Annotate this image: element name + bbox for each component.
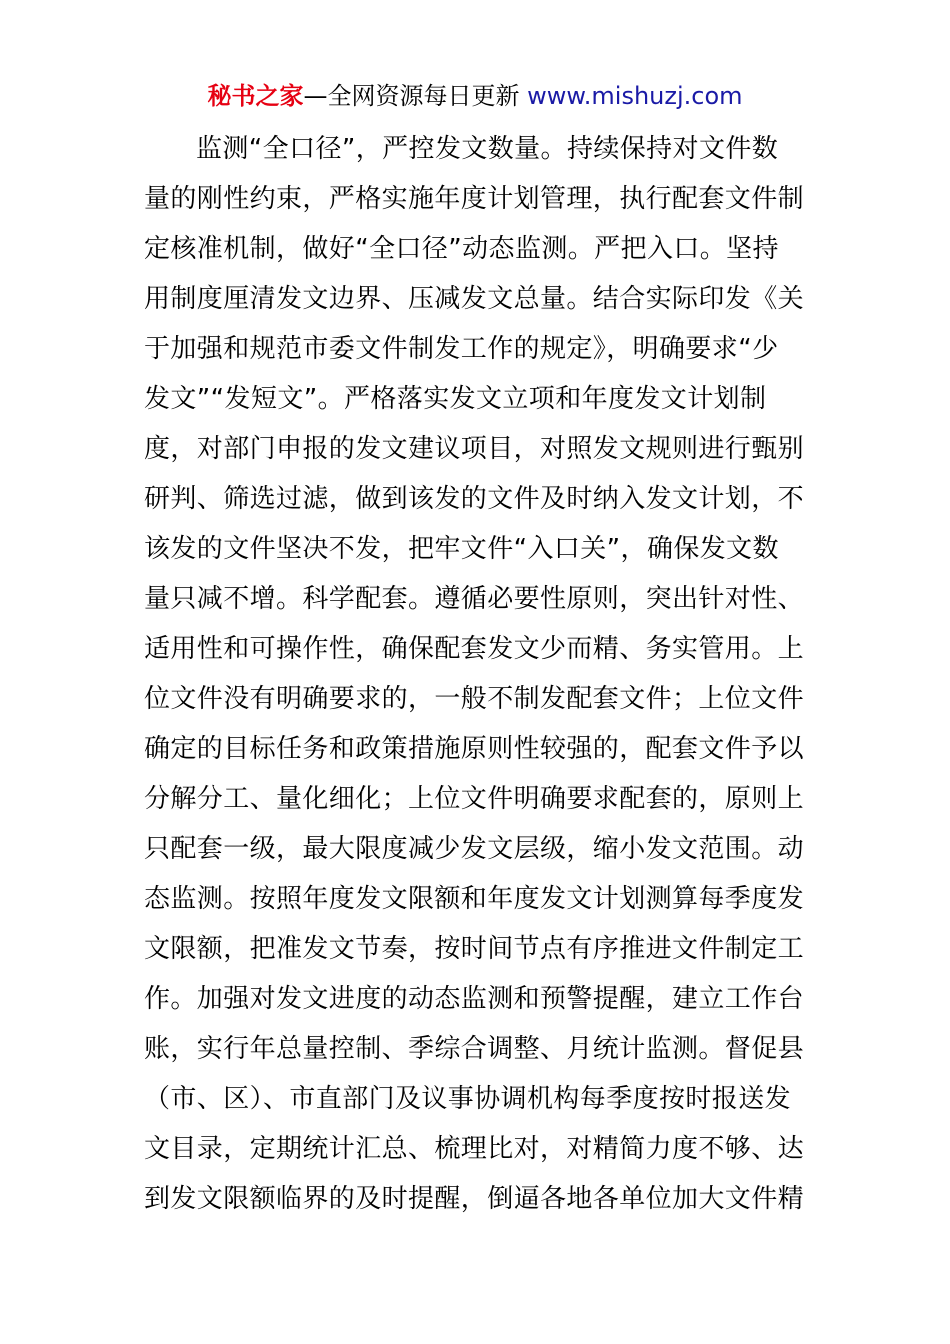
body-line: 文限额，把准发文节奏，按时间节点有序推进文件制定工 <box>144 934 805 964</box>
body-line: 于加强和规范市委文件制发工作的规定》，明确要求“少 <box>144 334 779 364</box>
body-line: 度，对部门申报的发文建议项目，对照发文规则进行甄别 <box>144 434 805 464</box>
body-line: 该发的文件坚决不发，把牢文件“入口关”，确保发文数 <box>144 534 779 564</box>
body-line: 发文”“发短文”。严格落实发文立项和年度发文计划制 <box>144 384 767 414</box>
brand-name: 秘书之家 <box>207 82 304 110</box>
body-line: 定核准机制，做好“全口径”动态监测。严把入口。坚持 <box>144 234 779 264</box>
document-body <box>144 124 808 1224</box>
body-line: 只配套一级，最大限度减少发文层级，缩小发文范围。动 <box>144 834 805 864</box>
body-line: 态监测。按照年度发文限额和年度发文计划测算每季度发 <box>144 884 805 914</box>
body-line: 量只减不增。科学配套。遵循必要性原则，突出针对性、 <box>144 584 805 614</box>
body-line: 研判、筛选过滤，做到该发的文件及时纳入发文计划，不 <box>144 484 805 514</box>
body-line: 用制度厘清发文边界、压减发文总量。结合实际印发《关 <box>144 284 805 314</box>
body-line: 分解分工、量化细化；上位文件明确要求配套的，原则上 <box>144 784 805 814</box>
body-line: 位文件没有明确要求的，一般不制发配套文件；上位文件 <box>144 684 805 714</box>
body-line: 监测“全口径”，严控发文数量。持续保持对文件数 <box>196 134 779 164</box>
body-line: 文目录，定期统计汇总、梳理比对，对精简力度不够、达 <box>144 1134 805 1164</box>
website-url: www.mishuzj.com <box>527 82 743 110</box>
body-line: 到发文限额临界的及时提醒，倒逼各地各单位加大文件精 <box>144 1184 805 1214</box>
body-line: 作。加强对发文进度的动态监测和预警提醒，建立工作台 <box>144 984 805 1014</box>
body-line: （市、区）、市直部门及议事协调机构每季度按时报送发 <box>144 1084 792 1114</box>
body-line: 适用性和可操作性，确保配套发文少而精、务实管用。上 <box>144 634 805 664</box>
body-line: 确定的目标任务和政策措施原则性较强的，配套文件予以 <box>144 734 805 764</box>
header-slogan: —全网资源每日更新 <box>303 82 520 110</box>
body-line: 账，实行年总量控制、季综合调整、月统计监测。督促县 <box>144 1034 805 1064</box>
body-line: 量的刚性约束，严格实施年度计划管理，执行配套文件制 <box>144 184 805 214</box>
page-header <box>0 78 950 114</box>
